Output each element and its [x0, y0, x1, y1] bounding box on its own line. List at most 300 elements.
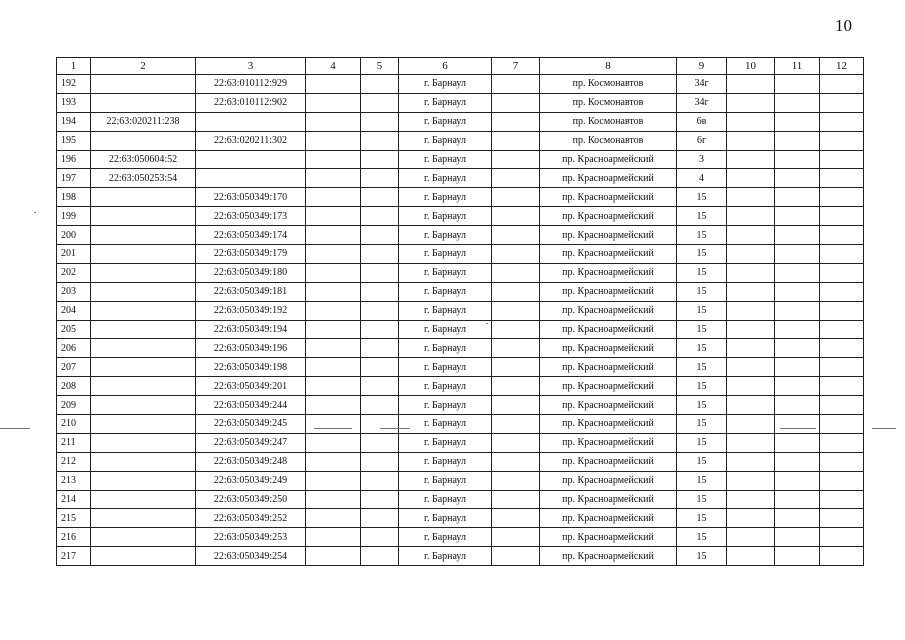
table-cell-col-4	[306, 339, 361, 358]
table-cell-col-12	[820, 112, 864, 131]
table-cell-col-8: пр. Красноармейский	[540, 396, 677, 415]
table-cell-col-12	[820, 169, 864, 188]
table-cell-col-1: 205	[57, 320, 91, 339]
table-cell-col-10	[727, 188, 775, 207]
table-cell-col-7	[492, 320, 540, 339]
table-cell-col-8: пр. Космонавтов	[540, 131, 677, 150]
table-cell-col-10	[727, 207, 775, 226]
table-cell-col-1: 204	[57, 301, 91, 320]
table-cell-col-9: 15	[677, 320, 727, 339]
table-cell-col-4	[306, 320, 361, 339]
table-cell-col-9: 15	[677, 188, 727, 207]
table-cell-col-11	[775, 358, 820, 377]
table-cell-col-11	[775, 339, 820, 358]
table-cell-col-4	[306, 226, 361, 245]
table-cell-col-6: г. Барнаул	[399, 112, 492, 131]
table-cell-col-3: 22:63:050349:254	[196, 547, 306, 566]
scan-artifact	[0, 428, 30, 429]
table-cell-col-7	[492, 358, 540, 377]
table-cell-col-11	[775, 452, 820, 471]
table-cell-col-4	[306, 301, 361, 320]
table-cell-col-12	[820, 226, 864, 245]
table-cell-col-7	[492, 263, 540, 282]
table-row	[57, 93, 864, 112]
scan-artifact	[872, 428, 896, 429]
column-header: 3	[196, 58, 306, 75]
column-header: 1	[57, 58, 91, 75]
table-cell-col-12	[820, 433, 864, 452]
table-cell-col-4	[306, 471, 361, 490]
table-cell-col-10	[727, 75, 775, 94]
table-cell-col-11	[775, 528, 820, 547]
page-number: 10	[835, 16, 852, 35]
table-cell-col-11	[775, 377, 820, 396]
table-cell-col-1: 209	[57, 396, 91, 415]
table-cell-col-10	[727, 339, 775, 358]
column-header: 5	[361, 58, 399, 75]
table-cell-col-5	[361, 226, 399, 245]
table-cell-col-2: 22:63:020211:238	[91, 112, 196, 131]
table-cell-col-11	[775, 131, 820, 150]
table-cell-col-5	[361, 320, 399, 339]
table-cell-col-4	[306, 509, 361, 528]
table-cell-col-3: 22:63:050349:173	[196, 207, 306, 226]
table-cell-col-3: 22:63:050349:250	[196, 490, 306, 509]
table-cell-col-10	[727, 93, 775, 112]
column-header: 10	[727, 58, 775, 75]
table-cell-col-9: 15	[677, 396, 727, 415]
table-cell-col-2	[91, 188, 196, 207]
table-cell-col-7	[492, 188, 540, 207]
table-cell-col-7	[492, 377, 540, 396]
table-cell-col-11	[775, 320, 820, 339]
table-cell-col-11	[775, 188, 820, 207]
table-cell-col-3: 22:63:050349:180	[196, 263, 306, 282]
column-header: 7	[492, 58, 540, 75]
table-cell-col-4	[306, 112, 361, 131]
table-cell-col-2	[91, 245, 196, 264]
table-cell-col-5	[361, 282, 399, 301]
table-cell-col-8: пр. Красноармейский	[540, 320, 677, 339]
table-cell-col-8: пр. Космонавтов	[540, 75, 677, 94]
table-cell-col-6: г. Барнаул	[399, 245, 492, 264]
table-cell-col-10	[727, 301, 775, 320]
table-cell-col-9: 15	[677, 471, 727, 490]
table-cell-col-12	[820, 245, 864, 264]
table-cell-col-4	[306, 188, 361, 207]
table-cell-col-5	[361, 112, 399, 131]
table-cell-col-9: 15	[677, 207, 727, 226]
table-cell-col-12	[820, 509, 864, 528]
table-cell-col-9: 15	[677, 490, 727, 509]
table-row	[57, 169, 864, 188]
table-cell-col-5	[361, 131, 399, 150]
table-cell-col-4	[306, 547, 361, 566]
table-cell-col-10	[727, 377, 775, 396]
table-cell-col-11	[775, 169, 820, 188]
table-cell-col-11	[775, 415, 820, 434]
table-cell-col-3: 22:63:050349:201	[196, 377, 306, 396]
table-cell-col-1: 193	[57, 93, 91, 112]
table-cell-col-5	[361, 245, 399, 264]
table-cell-col-11	[775, 93, 820, 112]
table-cell-col-5	[361, 150, 399, 169]
table-cell-col-7	[492, 131, 540, 150]
table-cell-col-10	[727, 169, 775, 188]
table-cell-col-9: 34г	[677, 75, 727, 94]
table-cell-col-6: г. Барнаул	[399, 377, 492, 396]
table-cell-col-8: пр. Красноармейский	[540, 547, 677, 566]
table-row	[57, 150, 864, 169]
table-cell-col-9: 15	[677, 547, 727, 566]
table-cell-col-1: 207	[57, 358, 91, 377]
table-row	[57, 490, 864, 509]
table-cell-col-9: 4	[677, 169, 727, 188]
table-cell-col-1: 213	[57, 471, 91, 490]
table-cell-col-5	[361, 207, 399, 226]
table-cell-col-2	[91, 452, 196, 471]
table-body	[57, 75, 864, 566]
table-cell-col-12	[820, 547, 864, 566]
table-cell-col-8: пр. Красноармейский	[540, 263, 677, 282]
table-cell-col-1: 211	[57, 433, 91, 452]
table-cell-col-3: 22:63:050349:192	[196, 301, 306, 320]
table-cell-col-8: пр. Красноармейский	[540, 433, 677, 452]
table-cell-col-1: 210	[57, 415, 91, 434]
table-cell-col-2	[91, 528, 196, 547]
scan-artifact	[34, 212, 36, 213]
table-cell-col-6: г. Барнаул	[399, 320, 492, 339]
table-cell-col-1: 214	[57, 490, 91, 509]
scan-artifact	[780, 428, 816, 429]
table-cell-col-6: г. Барнаул	[399, 301, 492, 320]
table-cell-col-11	[775, 490, 820, 509]
table-cell-col-10	[727, 226, 775, 245]
column-header: 6	[399, 58, 492, 75]
table-cell-col-6: г. Барнаул	[399, 415, 492, 434]
table-cell-col-7	[492, 301, 540, 320]
table-cell-col-11	[775, 509, 820, 528]
table-cell-col-9: 15	[677, 263, 727, 282]
table-cell-col-6: г. Барнаул	[399, 150, 492, 169]
table-cell-col-5	[361, 188, 399, 207]
table-cell-col-9: 15	[677, 301, 727, 320]
table-cell-col-7	[492, 245, 540, 264]
table-cell-col-1: 194	[57, 112, 91, 131]
table-cell-col-2	[91, 396, 196, 415]
column-header: 9	[677, 58, 727, 75]
table-cell-col-3	[196, 150, 306, 169]
table-cell-col-10	[727, 396, 775, 415]
table-cell-col-7	[492, 339, 540, 358]
table-cell-col-2	[91, 263, 196, 282]
table-cell-col-8: пр. Красноармейский	[540, 509, 677, 528]
column-header: 2	[91, 58, 196, 75]
table-cell-col-6: г. Барнаул	[399, 547, 492, 566]
table-cell-col-11	[775, 396, 820, 415]
table-cell-col-1: 201	[57, 245, 91, 264]
table-cell-col-12	[820, 339, 864, 358]
table-row	[57, 433, 864, 452]
table-cell-col-12	[820, 415, 864, 434]
table-cell-col-10	[727, 150, 775, 169]
table-cell-col-9: 15	[677, 528, 727, 547]
table-cell-col-6: г. Барнаул	[399, 188, 492, 207]
table-cell-col-4	[306, 452, 361, 471]
table-cell-col-3: 22:63:050349:247	[196, 433, 306, 452]
table-cell-col-12	[820, 528, 864, 547]
table-cell-col-10	[727, 415, 775, 434]
table-cell-col-8: пр. Красноармейский	[540, 169, 677, 188]
table-cell-col-12	[820, 75, 864, 94]
table-cell-col-8: пр. Космонавтов	[540, 112, 677, 131]
table-cell-col-1: 216	[57, 528, 91, 547]
table-cell-col-2	[91, 415, 196, 434]
table-cell-col-7	[492, 528, 540, 547]
table-cell-col-10	[727, 112, 775, 131]
table-cell-col-12	[820, 452, 864, 471]
table-cell-col-6: г. Барнаул	[399, 131, 492, 150]
table-row	[57, 396, 864, 415]
table-cell-col-11	[775, 75, 820, 94]
table-cell-col-3: 22:63:010112:929	[196, 75, 306, 94]
table-cell-col-3: 22:63:050349:244	[196, 396, 306, 415]
table-cell-col-8: пр. Красноармейский	[540, 528, 677, 547]
table-cell-col-9: 15	[677, 433, 727, 452]
table-cell-col-10	[727, 131, 775, 150]
table-cell-col-4	[306, 282, 361, 301]
table-cell-col-2	[91, 490, 196, 509]
table-cell-col-4	[306, 169, 361, 188]
table-cell-col-5	[361, 528, 399, 547]
table-cell-col-1: 192	[57, 75, 91, 94]
table-cell-col-8: пр. Красноармейский	[540, 188, 677, 207]
table-cell-col-8: пр. Красноармейский	[540, 377, 677, 396]
table-cell-col-1: 195	[57, 131, 91, 150]
table-cell-col-7	[492, 226, 540, 245]
table-cell-col-7	[492, 433, 540, 452]
table-cell-col-9: 15	[677, 415, 727, 434]
table-cell-col-6: г. Барнаул	[399, 433, 492, 452]
table-cell-col-5	[361, 263, 399, 282]
table-cell-col-6: г. Барнаул	[399, 93, 492, 112]
table-cell-col-1: 217	[57, 547, 91, 566]
table-cell-col-10	[727, 490, 775, 509]
table-cell-col-8: пр. Красноармейский	[540, 452, 677, 471]
table-cell-col-3: 22:63:050349:252	[196, 509, 306, 528]
table-cell-col-1: 199	[57, 207, 91, 226]
table-cell-col-2	[91, 547, 196, 566]
table-row	[57, 320, 864, 339]
table-cell-col-1: 202	[57, 263, 91, 282]
table-row	[57, 358, 864, 377]
table-cell-col-2	[91, 471, 196, 490]
table-cell-col-6: г. Барнаул	[399, 282, 492, 301]
table-row	[57, 263, 864, 282]
table-cell-col-1: 215	[57, 509, 91, 528]
table-cell-col-1: 200	[57, 226, 91, 245]
table-row	[57, 188, 864, 207]
table-cell-col-7	[492, 169, 540, 188]
table-cell-col-7	[492, 396, 540, 415]
table-cell-col-3: 22:63:050349:196	[196, 339, 306, 358]
table-cell-col-10	[727, 358, 775, 377]
table-cell-col-6: г. Барнаул	[399, 528, 492, 547]
table-cell-col-8: пр. Красноармейский	[540, 358, 677, 377]
table-cell-col-6: г. Барнаул	[399, 452, 492, 471]
table-cell-col-3: 22:63:050349:170	[196, 188, 306, 207]
table-cell-col-1: 206	[57, 339, 91, 358]
table-cell-col-11	[775, 245, 820, 264]
table-cell-col-7	[492, 547, 540, 566]
table-cell-col-4	[306, 131, 361, 150]
table-cell-col-8: пр. Красноармейский	[540, 150, 677, 169]
table-cell-col-4	[306, 93, 361, 112]
table-cell-col-5	[361, 358, 399, 377]
table-cell-col-1: 198	[57, 188, 91, 207]
table-row	[57, 452, 864, 471]
scan-artifact	[314, 428, 352, 429]
table-cell-col-12	[820, 150, 864, 169]
table-row	[57, 301, 864, 320]
table-cell-col-5	[361, 415, 399, 434]
table-cell-col-4	[306, 75, 361, 94]
table-cell-col-12	[820, 377, 864, 396]
table-cell-col-12	[820, 131, 864, 150]
table-cell-col-3: 22:63:050349:253	[196, 528, 306, 547]
table-cell-col-6: г. Барнаул	[399, 169, 492, 188]
table-cell-col-8: пр. Красноармейский	[540, 226, 677, 245]
table-cell-col-6: г. Барнаул	[399, 490, 492, 509]
table-cell-col-2: 22:63:050604:52	[91, 150, 196, 169]
table-cell-col-11	[775, 263, 820, 282]
table-cell-col-3: 22:63:050349:179	[196, 245, 306, 264]
table-cell-col-10	[727, 528, 775, 547]
table-row	[57, 528, 864, 547]
table-cell-col-3	[196, 169, 306, 188]
table-cell-col-1: 208	[57, 377, 91, 396]
table-cell-col-5	[361, 301, 399, 320]
table-cell-col-8: пр. Красноармейский	[540, 471, 677, 490]
table-cell-col-12	[820, 93, 864, 112]
table-cell-col-10	[727, 282, 775, 301]
table-cell-col-2	[91, 226, 196, 245]
table-cell-col-11	[775, 150, 820, 169]
table-cell-col-3: 22:63:020211:302	[196, 131, 306, 150]
table-cell-col-6: г. Барнаул	[399, 396, 492, 415]
table-cell-col-4	[306, 433, 361, 452]
table-cell-col-8: пр. Красноармейский	[540, 490, 677, 509]
table-cell-col-5	[361, 452, 399, 471]
table-row	[57, 415, 864, 434]
table-cell-col-5	[361, 339, 399, 358]
table-cell-col-5	[361, 547, 399, 566]
table-row	[57, 226, 864, 245]
table-cell-col-3: 22:63:050349:181	[196, 282, 306, 301]
table-cell-col-7	[492, 415, 540, 434]
table-cell-col-11	[775, 226, 820, 245]
table-cell-col-7	[492, 75, 540, 94]
table-cell-col-2	[91, 358, 196, 377]
register-table	[56, 57, 864, 566]
table-cell-col-8: пр. Космонавтов	[540, 93, 677, 112]
table-cell-col-9: 6в	[677, 112, 727, 131]
table-cell-col-12	[820, 188, 864, 207]
table-cell-col-9: 15	[677, 226, 727, 245]
table-cell-col-6: г. Барнаул	[399, 75, 492, 94]
table-row	[57, 112, 864, 131]
table-cell-col-12	[820, 207, 864, 226]
table-cell-col-8: пр. Красноармейский	[540, 245, 677, 264]
table-cell-col-11	[775, 547, 820, 566]
table-cell-col-3: 22:63:050349:248	[196, 452, 306, 471]
header-row	[57, 58, 864, 75]
table-cell-col-11	[775, 301, 820, 320]
table-row	[57, 131, 864, 150]
table-cell-col-10	[727, 433, 775, 452]
table-cell-col-2	[91, 377, 196, 396]
table-cell-col-4	[306, 415, 361, 434]
table-cell-col-10	[727, 509, 775, 528]
table-cell-col-7	[492, 150, 540, 169]
table-cell-col-4	[306, 490, 361, 509]
table-cell-col-3: 22:63:050349:174	[196, 226, 306, 245]
table-cell-col-7	[492, 93, 540, 112]
table-row	[57, 547, 864, 566]
table-cell-col-5	[361, 169, 399, 188]
column-header: 4	[306, 58, 361, 75]
table-cell-col-7	[492, 490, 540, 509]
table-cell-col-4	[306, 396, 361, 415]
table-cell-col-12	[820, 471, 864, 490]
table-cell-col-10	[727, 547, 775, 566]
table-cell-col-9: 15	[677, 377, 727, 396]
table-cell-col-2	[91, 207, 196, 226]
table-cell-col-12	[820, 301, 864, 320]
table-cell-col-9: 15	[677, 245, 727, 264]
table-cell-col-12	[820, 490, 864, 509]
table-cell-col-1: 196	[57, 150, 91, 169]
table-cell-col-2	[91, 131, 196, 150]
table-cell-col-1: 203	[57, 282, 91, 301]
table-row	[57, 509, 864, 528]
table-cell-col-12	[820, 263, 864, 282]
table-cell-col-9: 15	[677, 282, 727, 301]
table-cell-col-8: пр. Красноармейский	[540, 207, 677, 226]
table-cell-col-2	[91, 339, 196, 358]
table-cell-col-2	[91, 320, 196, 339]
table-cell-col-2	[91, 509, 196, 528]
table-cell-col-6: г. Барнаул	[399, 226, 492, 245]
table-cell-col-5	[361, 509, 399, 528]
table-cell-col-5	[361, 433, 399, 452]
scan-artifact	[486, 323, 488, 324]
table-row	[57, 75, 864, 94]
table-cell-col-4	[306, 358, 361, 377]
table-cell-col-11	[775, 433, 820, 452]
table-cell-col-3: 22:63:050349:194	[196, 320, 306, 339]
table-cell-col-4	[306, 245, 361, 264]
table-cell-col-7	[492, 452, 540, 471]
table-cell-col-6: г. Барнаул	[399, 263, 492, 282]
table-cell-col-12	[820, 282, 864, 301]
table-cell-col-6: г. Барнаул	[399, 339, 492, 358]
table-cell-col-3: 22:63:050349:245	[196, 415, 306, 434]
table-cell-col-7	[492, 471, 540, 490]
table-cell-col-11	[775, 207, 820, 226]
table-cell-col-4	[306, 207, 361, 226]
table-cell-col-5	[361, 93, 399, 112]
